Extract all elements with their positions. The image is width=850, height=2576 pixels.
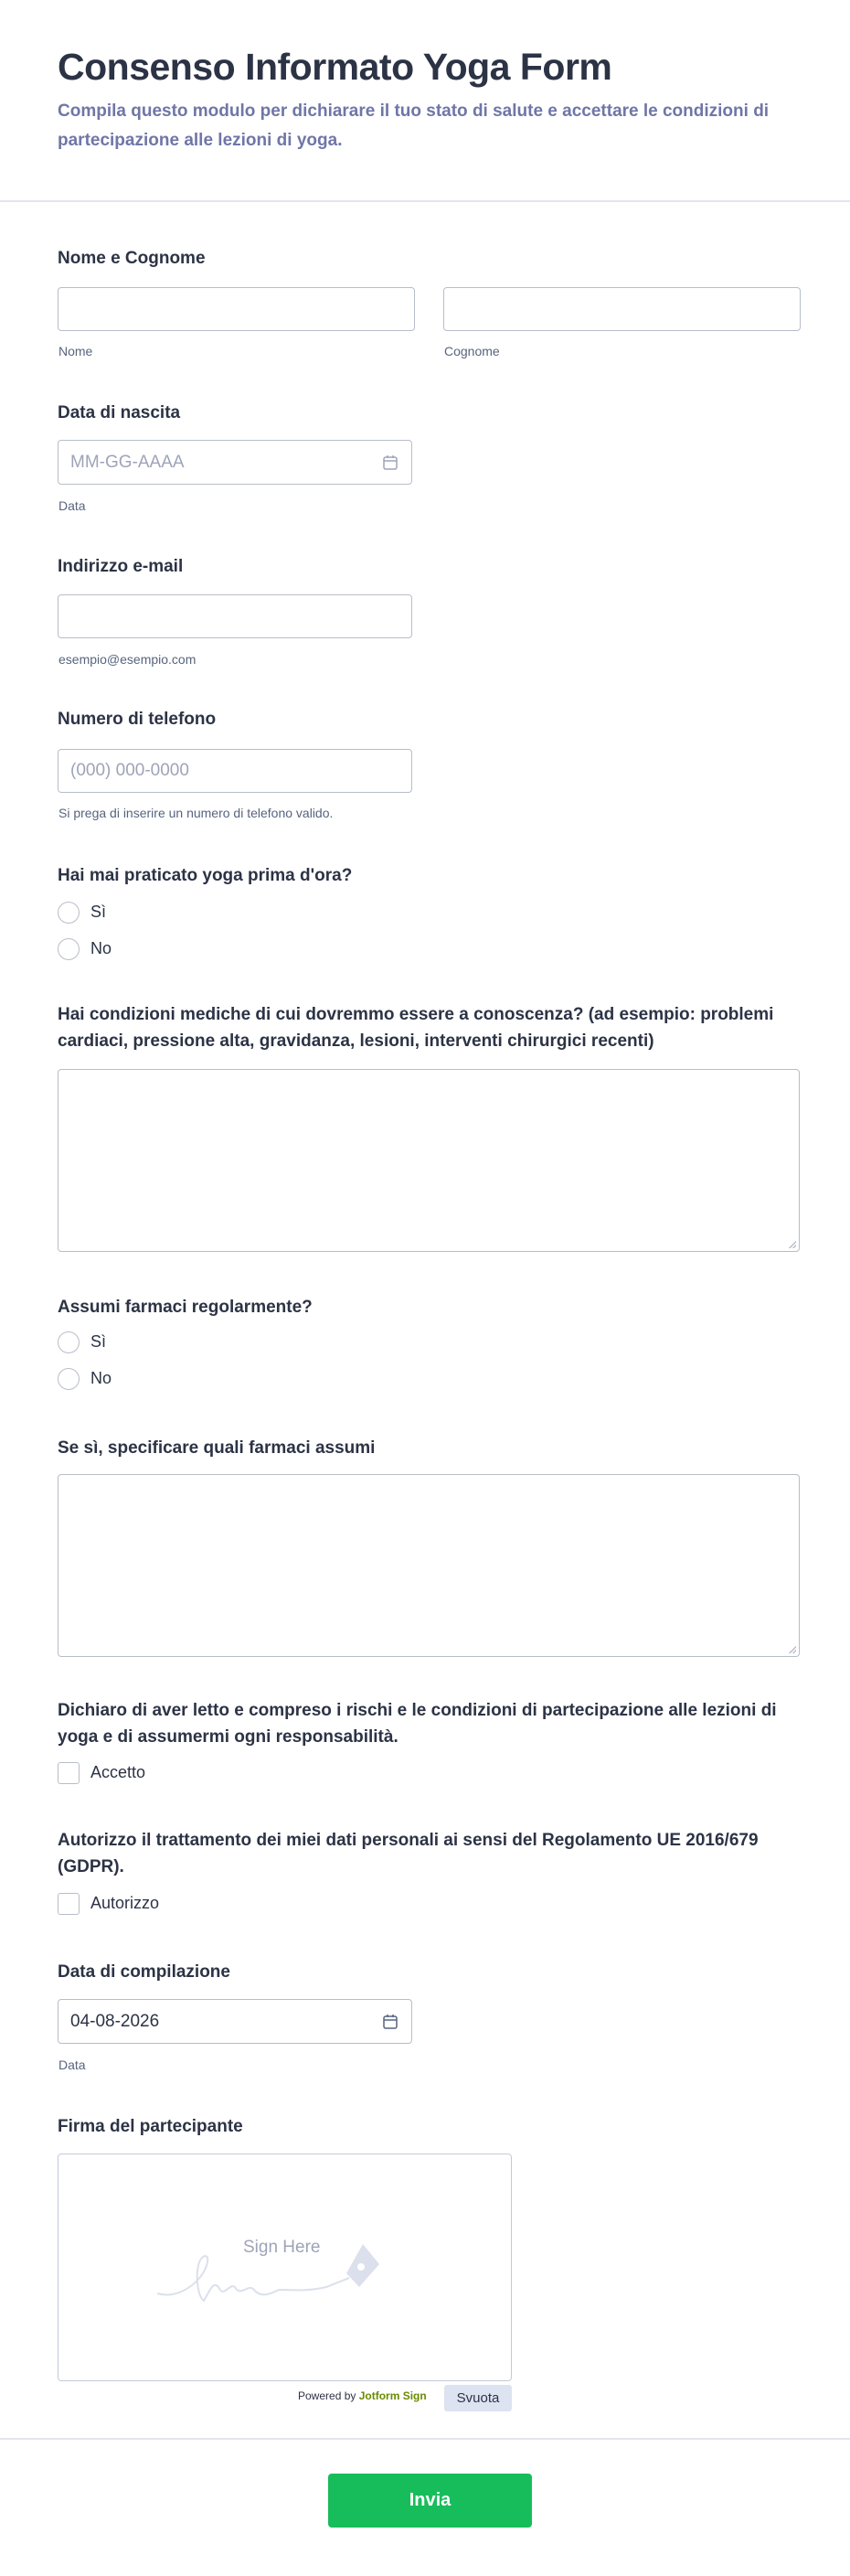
resize-handle[interactable] bbox=[789, 1241, 796, 1248]
birthdate-sublabel: Data bbox=[58, 498, 86, 513]
footer-divider bbox=[0, 2438, 850, 2440]
form-subtitle: Compila questo modulo per dichiarare il tuo stato di salute e accettare le condizioni di partecipazione alle lezioni di yoga. bbox=[58, 102, 770, 150]
powered-by bbox=[298, 2389, 427, 2402]
header-divider bbox=[0, 200, 850, 202]
powered-by-text: Powered by bbox=[298, 2389, 356, 2402]
gdpr-option[interactable]: Autorizzo bbox=[90, 1894, 160, 1912]
resize-handle[interactable] bbox=[789, 1646, 796, 1653]
medications-radio-yes[interactable] bbox=[58, 1331, 80, 1353]
last-name-sublabel: Cognome bbox=[444, 344, 500, 358]
birthdate-placeholder: MM-GG-AAAA bbox=[70, 452, 185, 472]
yoga-before-label: Hai mai praticato yoga prima d'ora? bbox=[58, 866, 353, 885]
email-input[interactable] bbox=[58, 594, 412, 638]
phone-input[interactable] bbox=[58, 749, 412, 793]
medications-detail-textarea[interactable] bbox=[58, 1474, 800, 1657]
declaration-checkbox[interactable] bbox=[58, 1762, 80, 1784]
conditions-label: Hai condizioni mediche di cui dovremmo essere a conoscenza? (ad esempio: problemi cardiaci, pressione alta, gravidanza, lesioni, interventi chirurgici recenti) bbox=[58, 1005, 774, 1051]
email-label: Indirizzo e-mail bbox=[58, 557, 184, 576]
calendar-icon[interactable] bbox=[382, 454, 398, 471]
conditions-textarea[interactable] bbox=[58, 1069, 800, 1252]
first-name-sublabel: Nome bbox=[58, 344, 93, 358]
phone-sublabel: Si prega di inserire un numero di telefono valido. bbox=[58, 806, 334, 820]
phone-placeholder: (000) 000-0000 bbox=[70, 761, 189, 780]
signature-label: Firma del partecipante bbox=[58, 2117, 243, 2136]
name-label: Nome e Cognome bbox=[58, 249, 206, 268]
calendar-icon[interactable] bbox=[382, 2014, 398, 2030]
birthdate-input[interactable] bbox=[58, 440, 412, 485]
phone-label: Numero di telefono bbox=[58, 710, 217, 729]
fill-date-label: Data di compilazione bbox=[58, 1962, 230, 1982]
last-name-input[interactable] bbox=[443, 287, 801, 331]
gdpr-checkbox[interactable] bbox=[58, 1893, 80, 1915]
signature-pen-icon bbox=[153, 2237, 418, 2305]
yoga-before-radio-no[interactable] bbox=[58, 938, 80, 960]
email-sublabel: esempio@esempio.com bbox=[58, 652, 197, 667]
yoga-before-radio-yes[interactable] bbox=[58, 902, 80, 924]
medications-option-no[interactable]: No bbox=[90, 1369, 112, 1387]
submit-button[interactable]: Invia bbox=[328, 2474, 532, 2528]
first-name-input[interactable] bbox=[58, 287, 415, 331]
declaration-option[interactable]: Accetto bbox=[90, 1763, 146, 1781]
fill-date-value: 04-08-2026 bbox=[70, 2011, 160, 2031]
medications-option-yes[interactable]: Sì bbox=[90, 1332, 107, 1351]
gdpr-label: Autorizzo il trattamento dei miei dati personali ai sensi del Regolamento UE 2016/679 (GDPR). bbox=[58, 1831, 759, 1876]
medications-label: Assumi farmaci regolarmente? bbox=[58, 1298, 313, 1317]
clear-signature-button[interactable]: Svuota bbox=[444, 2385, 512, 2411]
fill-date-sublabel: Data bbox=[58, 2058, 86, 2072]
medications-detail-label: Se sì, specificare quali farmaci assumi bbox=[58, 1438, 376, 1458]
signature-pad[interactable] bbox=[58, 2154, 512, 2381]
declaration-label: Dichiaro di aver letto e compreso i rischi e le condizioni di partecipazione alle lezioni di yoga e di assumermi ogni responsabilità. bbox=[58, 1701, 777, 1747]
form-title: Consenso Informato Yoga Form bbox=[58, 46, 612, 88]
birthdate-label: Data di nascita bbox=[58, 403, 181, 422]
medications-radio-no[interactable] bbox=[58, 1368, 80, 1390]
yoga-before-option-yes[interactable]: Sì bbox=[90, 903, 107, 921]
signature-placeholder: Sign Here bbox=[243, 2238, 321, 2257]
yoga-before-option-no[interactable]: No bbox=[90, 939, 112, 957]
fill-date-input[interactable] bbox=[58, 1999, 412, 2044]
jotform-sign-link[interactable]: Jotform Sign bbox=[358, 2389, 427, 2402]
